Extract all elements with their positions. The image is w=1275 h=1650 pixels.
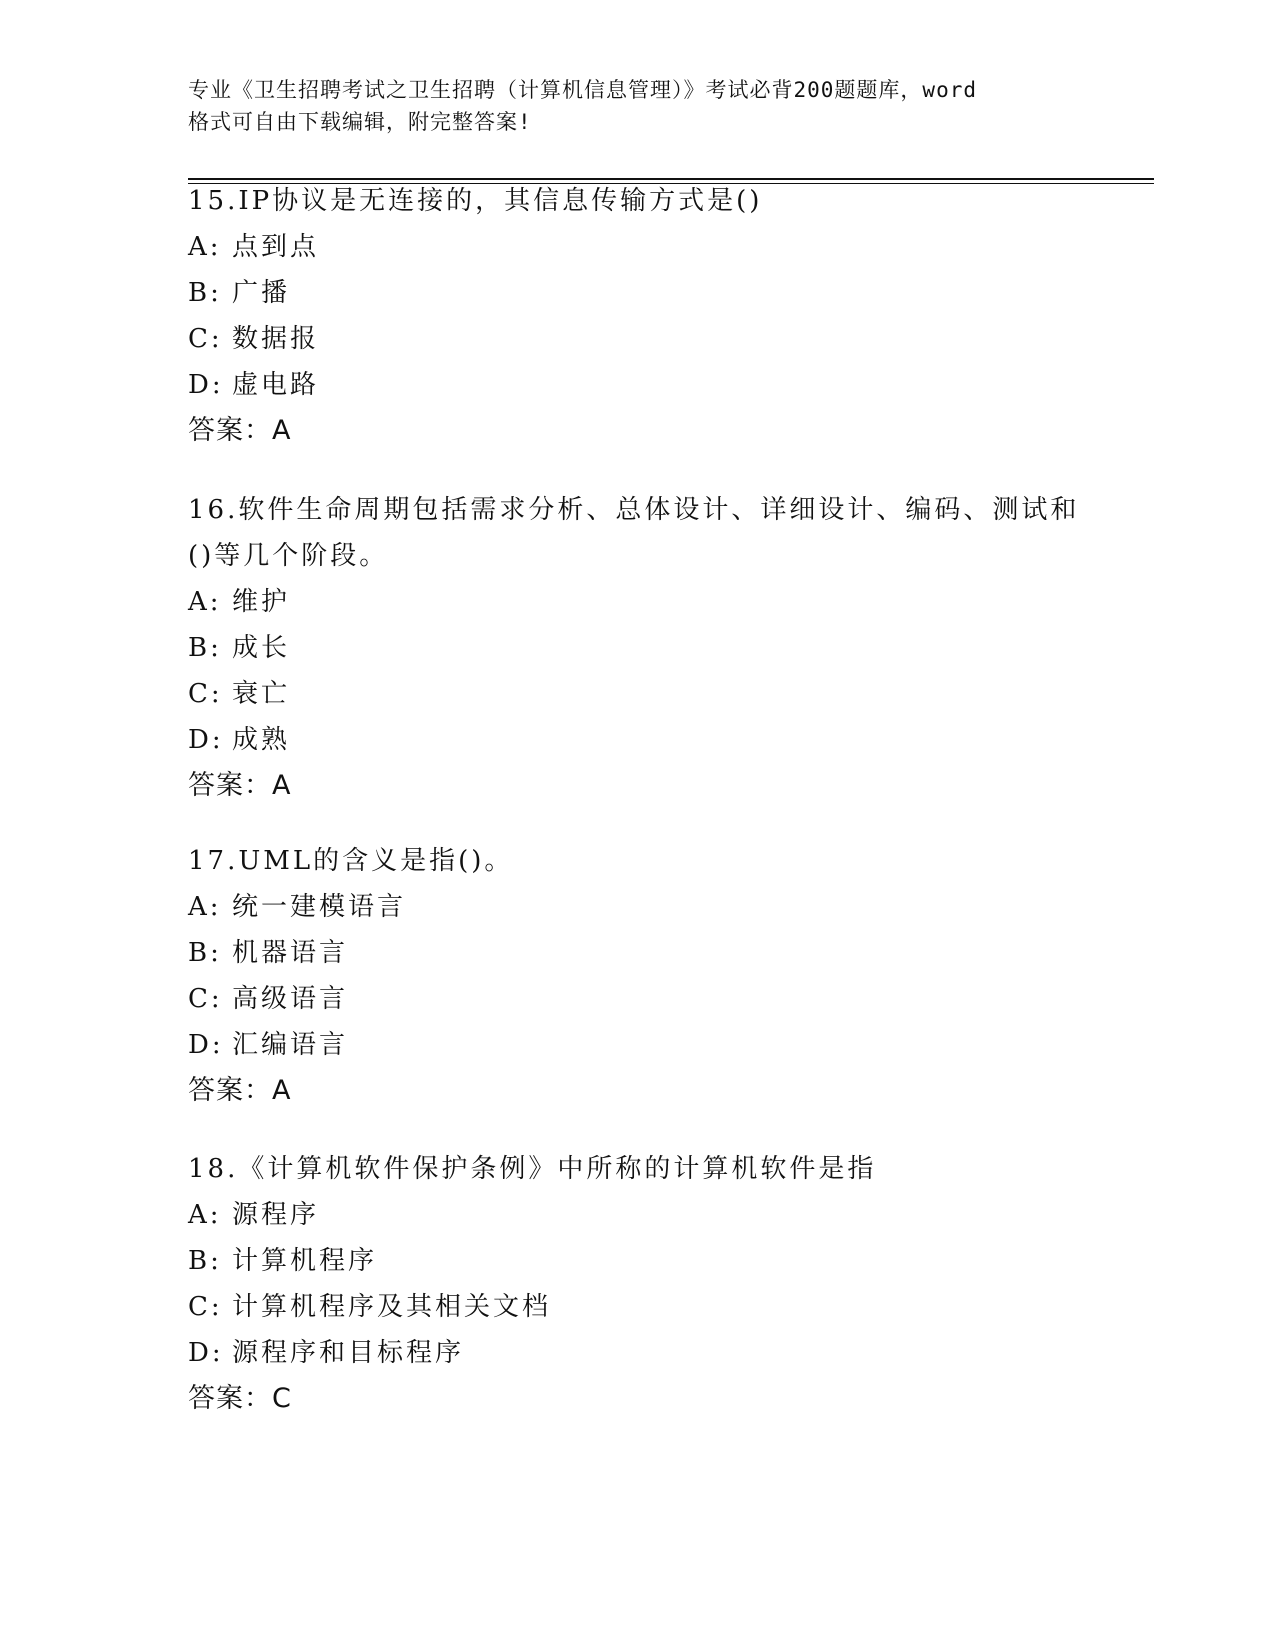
question-16 <box>188 487 1088 809</box>
option-letter: D: <box>188 370 224 400</box>
option-c <box>188 976 1088 1022</box>
option-letter: D: <box>188 1030 224 1060</box>
option-b <box>188 270 1088 316</box>
option-letter: A: <box>188 232 222 262</box>
option-letter: B: <box>188 633 222 663</box>
option-text: 广播 <box>232 278 291 308</box>
option-text: 计算机程序 <box>232 1246 378 1276</box>
option-b <box>188 930 1088 976</box>
option-letter: C: <box>188 324 223 354</box>
option-letter: B: <box>188 1246 222 1276</box>
question-17 <box>188 838 1088 1114</box>
option-a <box>188 224 1088 270</box>
question-15 <box>188 178 1088 454</box>
question-stem-line-1: 16.软件生命周期包括需求分析、总体设计、详细设计、编码、测试和 <box>188 495 1080 525</box>
option-letter: B: <box>188 938 222 968</box>
option-text: 计算机程序及其相关文档 <box>232 1292 552 1322</box>
answer-line: 答案：A <box>188 415 292 446</box>
question-stem: 18.《计算机软件保护条例》中所称的计算机软件是指 <box>188 1154 877 1184</box>
question-stem: 15.IP协议是无连接的，其信息传输方式是() <box>188 186 763 216</box>
question-stem: 17.UML的含义是指()。 <box>188 846 514 876</box>
option-text: 成长 <box>232 633 291 663</box>
option-text: 源程序 <box>232 1200 320 1230</box>
option-letter: A: <box>188 892 222 922</box>
answer-line: 答案：A <box>188 770 292 801</box>
option-a <box>188 1192 1088 1238</box>
option-letter: B: <box>188 278 222 308</box>
option-text: 统一建模语言 <box>232 892 407 922</box>
option-text: 衰亡 <box>232 679 291 709</box>
option-d <box>188 717 1088 763</box>
option-letter: C: <box>188 984 223 1014</box>
option-text: 虚电路 <box>232 370 320 400</box>
option-letter: D: <box>188 1338 224 1368</box>
option-letter: D: <box>188 725 224 755</box>
option-text: 高级语言 <box>232 984 349 1014</box>
option-text: 源程序和目标程序 <box>232 1338 465 1368</box>
question-18 <box>188 1146 1088 1422</box>
option-text: 维护 <box>232 587 291 617</box>
option-letter: C: <box>188 1292 223 1322</box>
option-text: 机器语言 <box>232 938 349 968</box>
header-line-2: 格式可自由下载编辑，附完整答案! <box>188 110 532 134</box>
option-text: 点到点 <box>232 232 320 262</box>
option-c <box>188 1284 1088 1330</box>
option-letter: C: <box>188 679 223 709</box>
option-text: 成熟 <box>232 725 291 755</box>
option-text: 汇编语言 <box>232 1030 349 1060</box>
header-line-1: 专业《卫生招聘考试之卫生招聘（计算机信息管理）》考试必背200题题库，word <box>188 78 977 102</box>
option-c <box>188 671 1088 717</box>
option-text: 数据报 <box>232 324 320 354</box>
question-stem-line-2: ()等几个阶段。 <box>188 541 389 571</box>
option-a <box>188 884 1088 930</box>
option-d <box>188 1330 1088 1376</box>
option-a <box>188 579 1088 625</box>
document-header <box>188 74 1088 138</box>
option-d <box>188 362 1088 408</box>
option-b <box>188 1238 1088 1284</box>
option-letter: A: <box>188 1200 222 1230</box>
answer-line: 答案：C <box>188 1383 292 1414</box>
option-b <box>188 625 1088 671</box>
option-letter: A: <box>188 587 222 617</box>
option-c <box>188 316 1088 362</box>
answer-line: 答案：A <box>188 1075 292 1106</box>
option-d <box>188 1022 1088 1068</box>
